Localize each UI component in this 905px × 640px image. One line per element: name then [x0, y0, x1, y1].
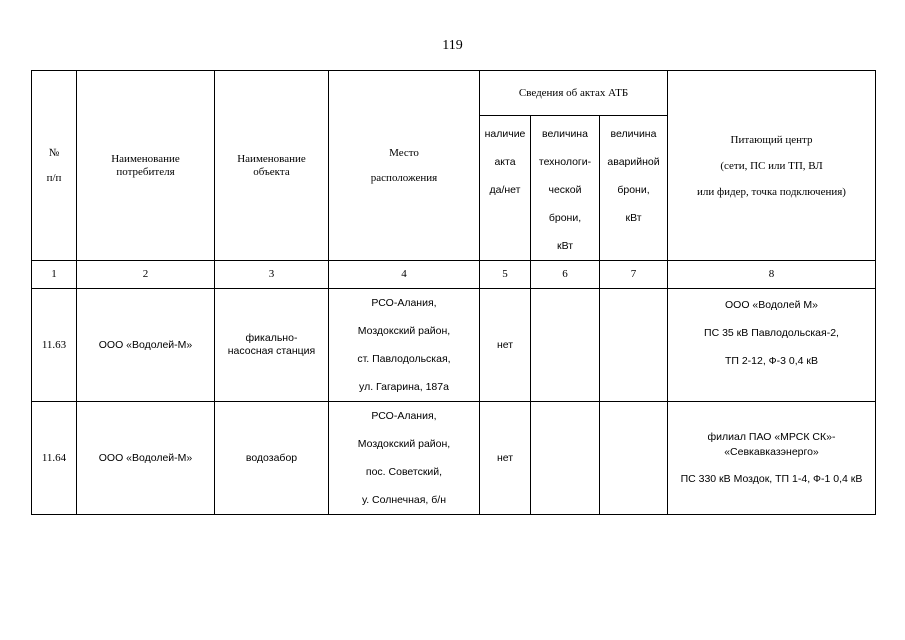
header-power-line: или фидер, точка подключения) — [697, 185, 846, 198]
column-number: 7 — [600, 261, 668, 289]
row-location-line: ст. Павлодольская, — [357, 353, 451, 365]
header-emergency-line: аварийной — [607, 156, 660, 168]
column-number: 2 — [77, 261, 215, 289]
column-number: 8 — [668, 261, 876, 289]
row-power-line: ПС 35 кВ Павлодольская-2, — [704, 327, 839, 339]
header-act — [480, 116, 531, 261]
row-power-line: ПС 330 кВ Моздок, ТП 1-4, — [680, 472, 811, 485]
row-power-center — [668, 402, 876, 515]
header-location-line: расположения — [370, 171, 438, 184]
header-object — [215, 71, 329, 261]
header-power-center — [668, 71, 876, 261]
column-number-row — [32, 261, 876, 289]
row-power-center — [668, 289, 876, 402]
header-power-line: Питающий центр — [730, 133, 813, 146]
header-location-line: Место — [389, 146, 419, 159]
column-number: 4 — [329, 261, 480, 289]
row-object-line: водозабор — [245, 451, 298, 464]
atb-table — [31, 70, 876, 515]
row-location-line: пос. Советский, — [365, 466, 443, 478]
header-row-top — [32, 71, 876, 116]
header-act-line: наличие — [484, 128, 526, 140]
row-location-line: РСО-Алания, — [371, 410, 437, 422]
header-tech-line: ческой — [548, 184, 582, 196]
row-object-line: фикально- — [245, 332, 298, 344]
row-act: нет — [480, 402, 531, 515]
row-power-line: ТП 2-12, Ф-3 0,4 кВ — [724, 355, 819, 367]
row-object — [215, 402, 329, 515]
header-tech-line: брони, — [548, 212, 582, 224]
header-act-line: да/нет — [489, 184, 521, 196]
header-atb-group: Сведения об актах АТБ — [480, 71, 668, 116]
header-act-line: акта — [494, 156, 516, 168]
header-tech-reserve — [531, 116, 600, 261]
row-emergency-reserve — [600, 289, 668, 402]
row-location — [329, 289, 480, 402]
row-location-line: Моздокский район, — [357, 438, 451, 450]
header-object-line: объекта — [253, 165, 290, 178]
row-power-line: Ф-1 0,4 кВ — [813, 472, 863, 485]
header-emergency-line: величина — [610, 128, 657, 140]
header-consumer — [77, 71, 215, 261]
header-consumer-line: потребителя — [116, 165, 175, 178]
header-emergency-line: брони, — [617, 184, 650, 196]
header-num-line: № — [48, 146, 60, 159]
table-row — [32, 289, 876, 402]
header-tech-line: кВт — [556, 240, 574, 252]
column-number: 3 — [215, 261, 329, 289]
header-emergency-line: кВт — [625, 212, 642, 224]
row-tech-reserve — [531, 289, 600, 402]
header-tech-line: величина — [542, 128, 588, 140]
page-number: 119 — [442, 38, 463, 53]
row-tech-reserve — [531, 402, 600, 515]
row-emergency-reserve — [600, 402, 668, 515]
row-location-line: Моздокский район, — [357, 325, 451, 337]
header-num-line: п/п — [46, 171, 62, 184]
header-num — [32, 71, 77, 261]
row-location-line: у. Солнечная, б/н — [362, 494, 446, 506]
header-tech-line: технологи- — [538, 156, 592, 168]
table-row — [32, 402, 876, 515]
column-number: 1 — [32, 261, 77, 289]
header-power-line: (сети, ПС или ТП, ВЛ — [720, 159, 823, 172]
row-location — [329, 402, 480, 515]
row-act: нет — [480, 289, 531, 402]
row-num: 11.63 — [32, 289, 77, 402]
row-power-line: ООО «Водолей М» — [725, 299, 818, 311]
row-location-line: ул. Гагарина, 187а — [359, 381, 449, 393]
row-power-line: «Севкавказэнерго» — [724, 445, 819, 458]
row-object-line: насосная станция — [227, 345, 316, 357]
header-consumer-line: Наименование — [111, 152, 180, 165]
row-consumer: ООО «Водолей-М» — [77, 289, 215, 402]
column-number: 5 — [480, 261, 531, 289]
row-num: 11.64 — [32, 402, 77, 515]
row-power-line: филиал ПАО «МРСК СК»- — [707, 430, 836, 443]
header-object-line: Наименование — [237, 152, 306, 165]
header-location — [329, 71, 480, 261]
row-consumer: ООО «Водолей-М» — [77, 402, 215, 515]
column-number: 6 — [531, 261, 600, 289]
row-location-line: РСО-Алания, — [371, 297, 437, 309]
row-object — [215, 289, 329, 402]
header-emergency-reserve — [600, 116, 668, 261]
